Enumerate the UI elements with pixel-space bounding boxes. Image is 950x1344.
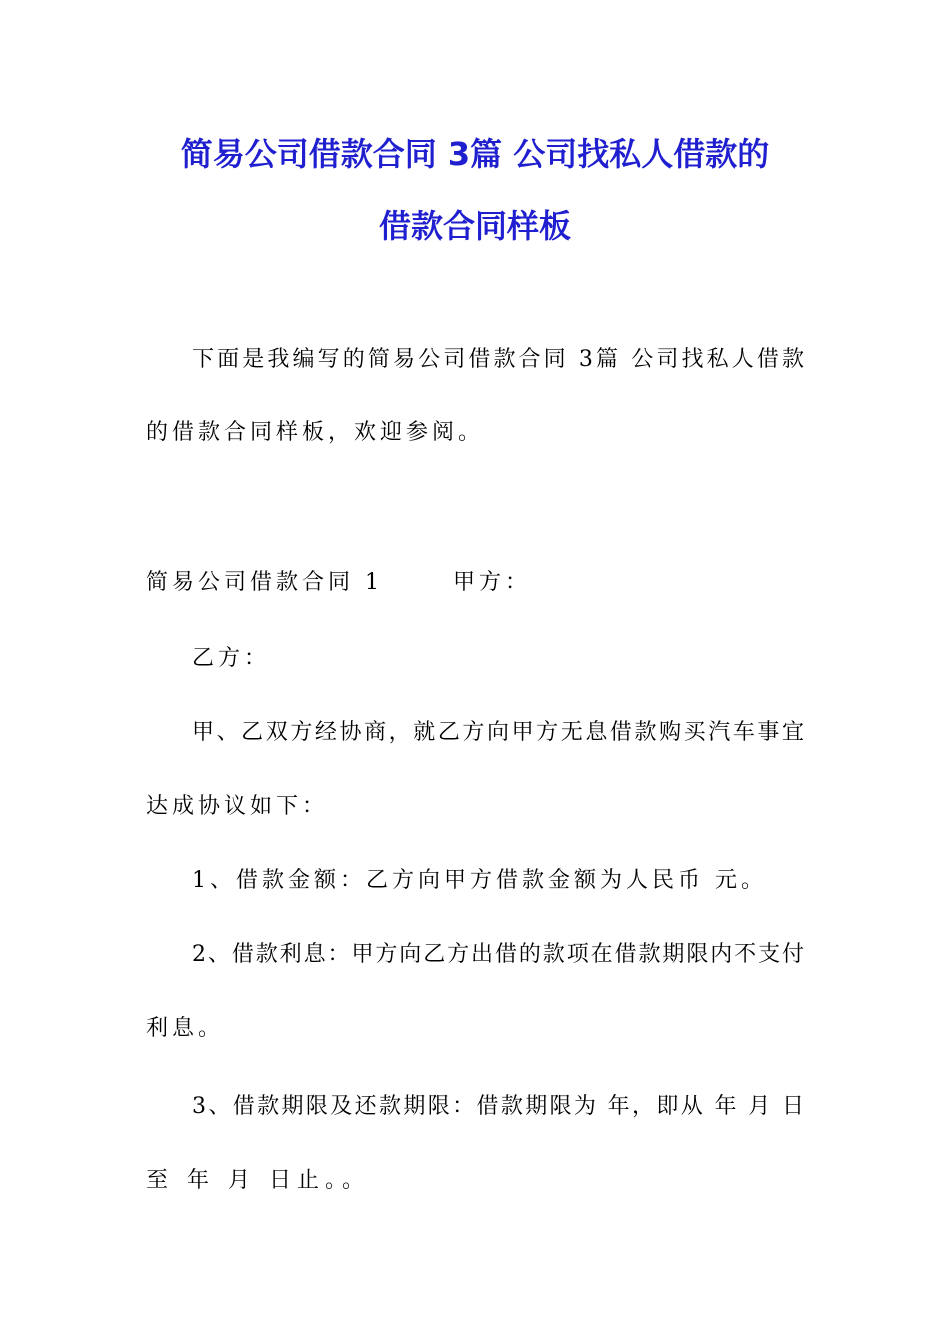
contract-1-header <box>146 568 531 598</box>
clause-2-line-1: 2、借款利息：甲方向乙方出借的款项在借款期限内不支付 <box>192 942 804 967</box>
clause-1: 1、借款金额：乙方向甲方借款金额为人民币 元。 <box>192 868 767 893</box>
clause-3-line-1: 3、借款期限及还款期限：借款期限为 年，即从 年 月 日 <box>192 1094 804 1119</box>
clause-3-line-2: 至 年 月 日止。。 <box>146 1168 370 1193</box>
document-title-line-1: 简易公司借款合同 3篇 公司找私人借款的 <box>180 135 770 173</box>
clause-2-line-2: 利息。 <box>146 1016 225 1041</box>
party-b-label: 乙方： <box>192 646 271 671</box>
preamble-line-2: 达成协议如下： <box>146 794 329 819</box>
intro-line-1: 下面是我编写的简易公司借款合同 3篇 公司找私人借款 <box>192 347 804 372</box>
preamble-line-1: 甲、乙双方经协商，就乙方向甲方无息借款购买汽车事宜 <box>192 720 804 745</box>
document-title-line-2: 借款合同样板 <box>378 207 571 245</box>
party-a-label: 甲方： <box>453 570 532 595</box>
contract-1-heading: 简易公司借款合同 1 <box>146 570 383 595</box>
intro-line-2: 的借款合同样板，欢迎参阅。 <box>146 420 485 445</box>
